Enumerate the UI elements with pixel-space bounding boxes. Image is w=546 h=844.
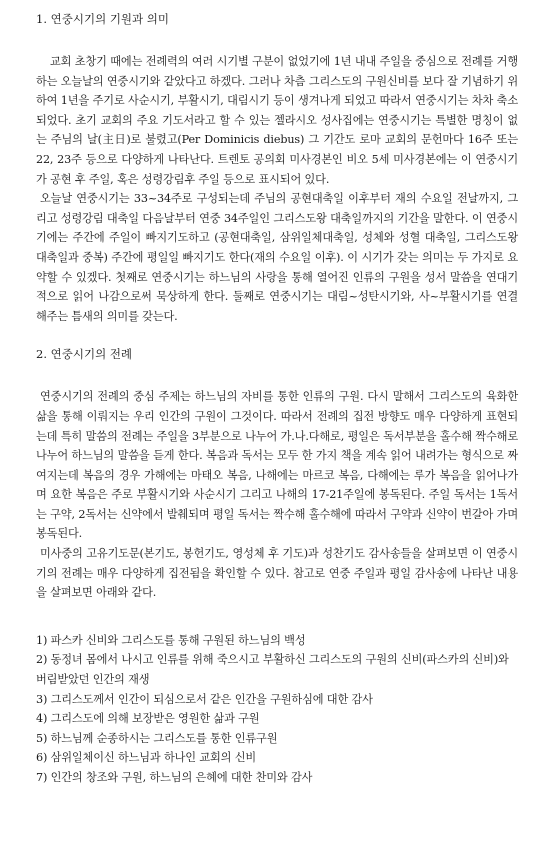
section-1-title: 1. 연중시기의 기원과 의미 — [36, 12, 170, 26]
section-2-paragraph-1: 연중시기의 전례의 중심 주제는 하느님의 자비를 통한 인류의 구원. 다시 말해서 그리스도의 육화한 삶을 통해 이뤄지는 우리 인간의 구원이 그것이다. 따라서 전례의 집전 방향도 매우 다양하게 표현되는데 특히 말씀의 전례는 주일을 3부분으로 나누어 가.나.다해로, 평일은 독서부분을 홀수해 짝수해로 나누어 하느님의 말씀을 듣게 한다. 복음과 독서는 모두 한 가지 책을 계속 읽어 내려가는 형식으로 짜여지는데 복음의 경우 가해에는 마태오 복음, 나해에는 마르코 복음, 다해에는 루가 복음을 읽어나가며 요한 복음은 주로 부활시기와 사순시기 그리고 나해의 17-21주일에 봉독된다. 주일 독서는 1독서는 구약, 2독서는 신약에서 발췌되며 평일 독서는 짝수해 홀수해에 따라서 구약과 신약이 번갈아 가며 봉독된다. — [36, 390, 518, 541]
section-1-paragraph-2: 오늘날 연중시기는 33~34주로 구성되는데 주님의 공현대축일 이후부터 재의 수요일 전날까지, 그리고 성령강림 대축일 다음날부터 연중 34주일인 그리스도왕 대축일까지의 기간을 말한다. 이 연중시기에는 주간에 주일이 빠지기도하고 (공현대축일, 삼위일체대축일, 성체와 성혈 대축일, 그리스도왕 대축일과 중복) 주간에 평일일 빠지기도 한다(재의 수요일 이후). 이 시기가 갖는 의미는 두 가지로 요약할 수 있겠다. 첫째로 연중시기는 하느님의 사랑을 통해 열어진 인류의 구원을 성서 말씀을 연대기적으로 읽어 나감으로써 묵상하게 한다. 둘째로 연중시기는 대림~성탄시기와, 사~부활시기를 연결해주는 틈새의 의미를 갖는다. — [36, 192, 518, 323]
list-item: 2) 동정녀 몸에서 나시고 인류를 위해 죽으시고 부활하신 그리스도의 구원의 신비(파스카의 신비)와 버림받았던 인간의 재생 — [36, 653, 509, 687]
section-1-paragraph-1: 교회 초창기 때에는 전례력의 여러 시기별 구분이 없었기에 1년 내내 주일을 중심으로 전례를 거행하는 오늘날의 연중시기와 같았다고 하겠다. 그러나 차츰 그리스도의 구원신비를 보다 잘 기념하기 위하여 1년을 주기로 사순시기, 부활시기, 대림시기 등이 생겨나게 되었고 따라서 연중시기는 차차 축소되었다. 초기 교회의 주요 기도서라고 할 수 있는 젤라시오 성사집에는 연중시기는 특별한 명칭이 없는 주님의 날(主日)로 불렸고(Per Dominicis diebus) 그 기간도 로마 교회의 문헌마다 16주 또는 22, 23주 등으로 다양하게 나타난다. 트렌토 공의회 미사경본인 비오 5세 미사경본에는 이 연중시기가 공현 후 주일, 혹은 성령강림후 주일 등으로 표시되어 있다. — [36, 55, 518, 186]
list-item: 7) 인간의 창조와 구원, 하느님의 은혜에 대한 찬미와 감사 — [36, 771, 313, 784]
list-item: 5) 하느님께 순종하시는 그리스도를 통한 인류구원 — [36, 731, 278, 745]
preface-list — [36, 631, 518, 788]
list-item: 6) 삼위일체이신 하느님과 하나인 교회의 신비 — [36, 751, 257, 765]
list-item: 4) 그리스도에 의해 보장받은 영원한 삶과 구원 — [36, 712, 260, 726]
list-item: 1) 파스카 신비와 그리스도를 통해 구원된 하느님의 백성 — [36, 633, 306, 647]
list-item: 3) 그리스도께서 인간이 되심으로서 같은 인간을 구원하심에 대한 감사 — [36, 692, 373, 706]
section-2-paragraph-2: 미사중의 고유기도문(본기도, 봉헌기도, 영성체 후 기도)과 성찬기도 감사송들을 살펴보면 이 연중시기의 전례는 매우 다양하게 집전됨을 확인할 수 있다. 참고로 연중 주일과 평일 감사송에 나타난 내용을 살펴보면 아래와 같다. — [36, 547, 518, 600]
section-2-title: 2. 연중시기의 전례 — [36, 347, 133, 362]
